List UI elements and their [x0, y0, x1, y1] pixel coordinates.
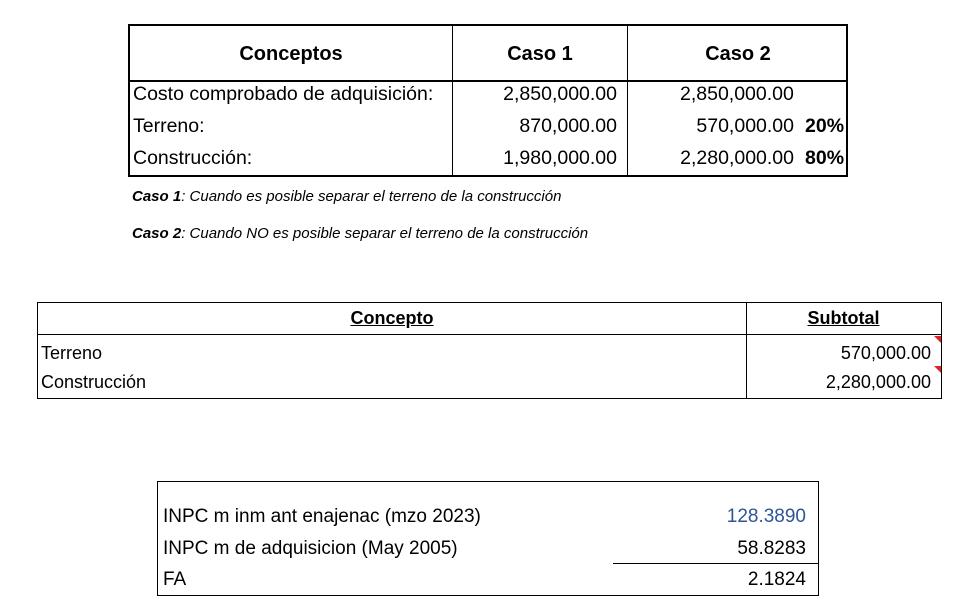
row-label-fa: FA [163, 569, 187, 590]
header-divider [38, 334, 941, 335]
caso2-costo: 2,850,000.00 [680, 83, 794, 105]
row-label-construccion: Construcción: [133, 147, 253, 169]
caso2-terreno: 570,000.00 [696, 115, 794, 137]
header-caso-1: Caso 1 [507, 43, 573, 65]
row-label-terreno: Terreno [41, 343, 103, 363]
caso1-construccion: 1,980,000.00 [503, 147, 617, 169]
row-label-inpc-enajenacion: INPC m inm ant enajenac (mzo 2023) [163, 506, 481, 527]
caso1-costo: 2,850,000.00 [503, 83, 617, 105]
comment-indicator-icon[interactable] [934, 366, 941, 373]
header-concepto: Concepto [350, 308, 434, 328]
caso2-construccion: 2,280,000.00 [680, 147, 794, 169]
header-conceptos: Conceptos [239, 43, 343, 65]
pct-terreno: 20% [805, 115, 845, 137]
comparison-table [128, 24, 848, 177]
inpc-enajenacion-value: 128.3890 [726, 506, 806, 527]
note-caso-1: Caso 1: Cuando es posible separar el terreno de la construcción [132, 188, 562, 205]
pct-construccion: 80% [805, 147, 845, 169]
caso1-terreno: 870,000.00 [519, 115, 617, 137]
inpc-adquisicion-value: 58.8283 [737, 538, 806, 559]
subtotal-table [37, 302, 942, 399]
row-label-construccion: Construcción [41, 372, 147, 392]
row-label-terreno: Terreno: [133, 115, 205, 137]
subtotal-construccion: 2,280,000.00 [825, 372, 931, 392]
inpc-table [157, 481, 819, 596]
fa-value: 2.1824 [747, 569, 806, 590]
header-caso-2: Caso 2 [705, 43, 771, 65]
row-label-costo: Costo comprobado de adquisición: [133, 83, 434, 105]
header-subtotal: Subtotal [807, 308, 880, 328]
comment-indicator-icon[interactable] [934, 336, 941, 343]
row-label-inpc-adquisicion: INPC m de adquisicion (May 2005) [163, 538, 458, 559]
note-caso-2: Caso 2: Cuando NO es posible separar el terreno de la construcción [132, 225, 589, 242]
subtotal-terreno: 570,000.00 [840, 343, 931, 363]
